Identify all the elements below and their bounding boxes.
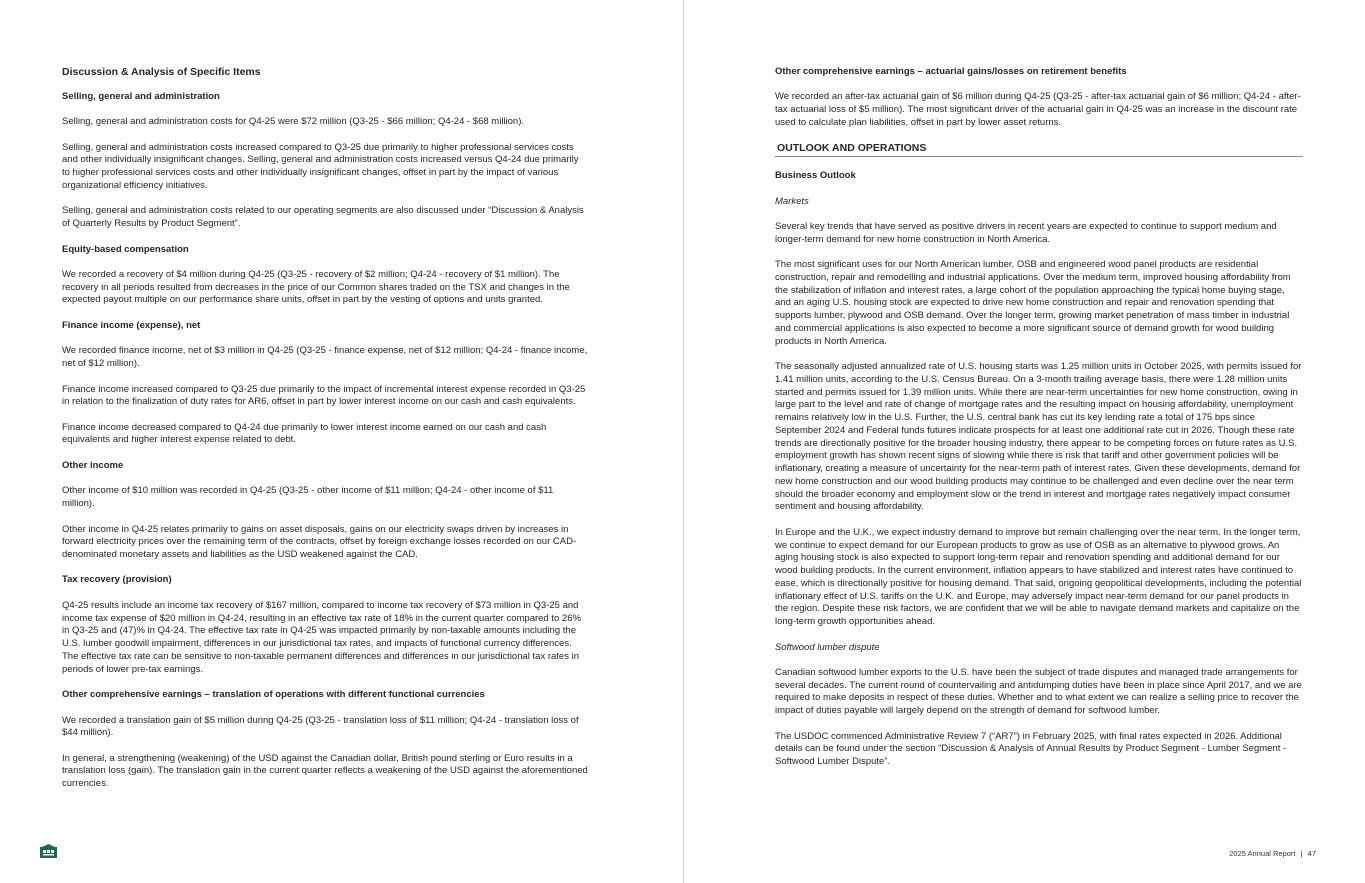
- right-page: [684, 0, 1365, 883]
- left-column: [62, 66, 588, 804]
- page-number: 47: [1307, 849, 1316, 858]
- paragraph: We recorded finance income, net of $3 million in Q4-25 (Q3-25 - finance expense, net of $12 million; Q4-24 - finance income, net of $12 million).: [62, 345, 588, 370]
- subheading: Business Outlook: [775, 170, 856, 182]
- italic-heading: Softwood lumber dispute: [775, 641, 880, 653]
- paragraph: We recorded a translation gain of $5 million during Q4-25 (Q3-25 - translation loss of $11 million; Q4-24 - translation loss of $44 million).: [62, 714, 579, 739]
- company-logo-icon: [40, 844, 57, 858]
- footer-report-title: 2025 Annual Report: [1229, 849, 1296, 858]
- page-footer: [1229, 849, 1316, 858]
- subheading: Other comprehensive earnings – actuarial gains/losses on retirement benefits: [775, 66, 1127, 77]
- footer-separator: |: [1300, 849, 1303, 858]
- paragraph: Q4-25 results include an income tax recovery of $167 million, compared to income tax recovery of $73 million in Q3-25 and income tax expense of $20 million in Q4-24, resulting in an effective tax rate of 18% in the current quarter compared to 26% in Q3-25 and (47)% in Q4-24. The effective tax rate in Q4-25 was impacted primarily by non-taxable amounts including the U.S. lumber goodwill impairment, differences in our jurisdictional tax rates, and impacts of functional currency differences. The effective tax rate can be sensitive to non-taxable permanent differences and differences in our jurisdictional tax rates in periods of lower pre-tax earnings.: [62, 599, 581, 675]
- subheading: Equity-based compensation: [62, 243, 189, 255]
- subheading: Finance income (expense), net: [62, 319, 201, 331]
- section-heading: Discussion & Analysis of Specific Items: [62, 66, 261, 78]
- paragraph: Several key trends that have served as positive drivers in recent years are expected to continue to support medium and longer-term demand for new home construction in North America.: [775, 221, 1277, 245]
- paragraph: Canadian softwood lumber exports to the U.S. have been the subject of trade disputes and managed trade arrangements for several decades. The current round of countervailing and antidumping duties have been in place since April 2017, and we are required to make deposits in respect of these duties. Whether and to what extent we can realize a selling price to recover the impact of duties payable will largely depend on the strength of demand for softwood lumber.: [775, 666, 1302, 717]
- paragraph: We recorded a recovery of $4 million during Q4-25 (Q3-25 - recovery of $2 million; Q4-24 - recovery of $1 million). The recovery in all periods resulted from decreases in the price of our Common shares traded on the TSX and changes in the expected payout multiple on our performance share units, offset in part by the vesting of options and units granted.: [62, 268, 570, 306]
- section-title: OUTLOOK AND OPERATIONS: [775, 142, 1303, 157]
- paragraph: Finance income decreased compared to Q4-24 due primarily to lower interest income earned on our cash and cash equivalents and higher interest expense related to debt.: [62, 421, 547, 446]
- paragraph: Selling, general and administration costs for Q4-25 were $72 million (Q3-25 - $66 million; Q4-24 - $68 million).: [62, 116, 525, 128]
- paragraph: The USDOC commenced Administrative Review 7 (“AR7”) in February 2025, with final rates expected in 2026. Additional details can be found under the section “Discussion & Analysis of Annual Results by Product Segment - Lumber Segment - Softwood Lumber Dispute”.: [775, 730, 1287, 768]
- subheading: Tax recovery (provision): [62, 574, 172, 586]
- paragraph: Selling, general and administration costs related to our operating segments are also discussed under “Discussion & Analysis of Quarterly Results by Product Segment”.: [62, 205, 584, 230]
- paragraph: In Europe and the U.K., we expect industry demand to improve but remain challenging over the near term. In the longer term, we continue to expect demand for our European products to grow as use of OSB as an alternative to plywood grows. An aging housing stock is also expected to support long-term repair and renovation spending and additional demand for our wood building products. In the current environment, inflation appears to have stabilized and interest rates have continued to ease, which is directionally positive for housing demand. That said, ongoing geopolitical developments, including the potential inflationary effect of U.S. tariffs on the U.K. and Europe, may adversely impact near-term demand for our panel products in the region. Despite these risk factors, we are confident that we will be able to navigate demand markets and capitalize on the long-term growth opportunities ahead.: [775, 526, 1302, 628]
- paragraph: The seasonally adjusted annualized rate of U.S. housing starts was 1.25 million units in October 2025, with permits issued for 1.41 million units, according to the U.S. Census Bureau. On a 3-month trailing average basis, there were 1.28 million units started and permits issued for 1.39 million units. While there are near-term uncertainties for new home construction, owing in large part to the level and rate of change of mortgage rates and the resulting impact on housing affordability, unemployment remains relatively low in the U.S. Further, the U.S. central bank has cut its key lending rate a total of 175 bps since September 2024 and Federal funds futures indicate prospects for at least one additional rate cut in 2026. Though these rate trends are directionally positive for the broader housing industry, there appear to be competing forces on future rates as U.S. employment growth has shown recent signs of slowing while there is risk that tariff and other government policies will be inflationary, creating a measure of uncertainty for the near-term path of interest rates. Given these developments, demand for new home construction and our wood building products may continue to be challenged and even decline over the near term should the broader economy and employment slow or the trend in interest and mortgage rates negatively impact consumer sentiment and housing affordability.: [775, 361, 1302, 513]
- subheading: Other income: [62, 459, 124, 471]
- italic-heading: Markets: [775, 195, 809, 207]
- paragraph: Other income in Q4-25 relates primarily to gains on asset disposals, gains on our electricity swaps driven by increases in forward electricity prices over the remaining term of the contracts, offset by foreign exchange losses recorded on our CAD-denominated monetary assets and liabilities as the USD weakened against the CAD.: [62, 523, 577, 560]
- right-column: [775, 66, 1303, 782]
- subheading: Selling, general and administration: [62, 90, 220, 102]
- subheading: Other comprehensive earnings – translation of operations with different functional currencies: [62, 689, 485, 701]
- paragraph: Selling, general and administration costs increased compared to Q3-25 due primarily to higher professional services costs and other individually insignificant changes. Selling, general and administration costs increased versus Q4-24 due primarily to higher professional services costs and other individually insignificant changes, offset in part by the impact of various organizational efficiency initiatives.: [62, 141, 579, 191]
- paragraph: We recorded an after-tax actuarial gain of $6 million during Q4-25 (Q3-25 - after-tax actuarial gain of $6 million; Q4-24 - after-tax actuarial loss of $5 million). The most significant driver of the actuarial gain in Q4-25 was an increase in the discount rate used to calculate plan liabilities, offset in part by lower asset returns.: [775, 91, 1301, 128]
- paragraph: Other income of $10 million was recorded in Q4-25 (Q3-25 - other income of $11 million; Q4-24 - other income of $11 million).: [62, 485, 554, 510]
- paragraph: Finance income increased compared to Q3-25 due primarily to the impact of incremental interest expense recorded in Q3-25 in relation to the finalization of duty rates for AR6, offset in part by lower interest income on our cash and cash equivalents.: [62, 383, 586, 408]
- paragraph: In general, a strengthening (weakening) of the USD against the Canadian dollar, British pound sterling or Euro results in a translation loss (gain). The translation gain in the current quarter reflects a weakening of the USD against the aforementioned currencies.: [62, 752, 588, 790]
- paragraph: The most significant uses for our North American lumber, OSB and engineered wood panel products are residential construction, repair and remodelling and industrial applications. Over the medium term, improved housing affordability from the stabilization of inflation and interest rates, a large cohort of the population approaching the typical home buying stage, and an aging U.S. housing stock are expected to drive new home construction and repair and renovation spending that supports lumber, plywood and OSB demand. Over the longer term, growing market penetration of mass timber in industrial and commercial applications is also expected to become a more significant source of demand growth for wood building products in North America.: [775, 259, 1291, 347]
